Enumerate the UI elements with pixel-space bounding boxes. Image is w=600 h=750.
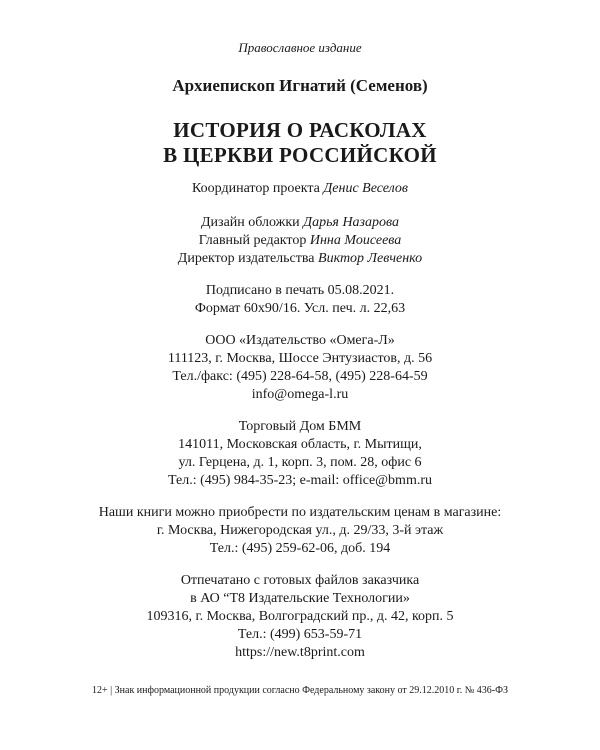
cover-design-name: Дарья Назарова xyxy=(303,215,399,230)
trade-house-address-1: 141011, Московская область, г. Мытищи, xyxy=(178,437,422,452)
book-title-line-2: В ЦЕРКВИ РОССИЙСКОЙ xyxy=(163,143,437,167)
trade-house-contact: Тел.: (495) 984-35-23; e-mail: office@bmm.ru xyxy=(167,473,433,488)
director-name: Виктор Левченко xyxy=(318,251,423,266)
cover-design-credit xyxy=(0,215,600,231)
publisher-email: info@omega-l.ru xyxy=(251,387,349,402)
store-info-line-2: г. Москва, Нижегородская ул., д. 29/33, 3-й этаж xyxy=(156,523,444,538)
printer-website: https://new.t8print.com xyxy=(235,645,365,660)
cover-design-label: Дизайн обложки xyxy=(201,215,300,230)
book-title-line-1: ИСТОРИЯ О РАСКОЛАХ xyxy=(173,118,427,142)
coordinator-label: Координатор проекта xyxy=(192,181,320,196)
director-label: Директор издательства xyxy=(177,251,315,266)
chief-editor-label: Главный редактор xyxy=(198,233,307,248)
author-name: Архиепископ Игнатий (Семенов) xyxy=(172,76,428,95)
printer-info-line-3: 109316, г. Москва, Волгоградский пр., д. 42, корп. 5 xyxy=(146,609,454,624)
publisher-address: 111123, г. Москва, Шоссе Энтузиастов, д. 56 xyxy=(167,351,433,366)
age-rating-footer: 12+ | Знак информационной продукции согласно Федеральному закону от 29.12.2010 г. № 436-ФЗ xyxy=(92,685,508,696)
print-format: Формат 60x90/16. Усл. печ. л. 22,63 xyxy=(194,301,406,316)
printer-info-line-2: в АО “Т8 Издательские Технологии» xyxy=(190,591,410,606)
trade-house-address-2: ул. Герцена, д. 1, корп. 3, пом. 28, офис 6 xyxy=(178,455,422,470)
edition-label: Православное издание xyxy=(238,40,362,55)
store-info-line-3: Тел.: (495) 259-62-06, доб. 194 xyxy=(209,541,391,556)
coordinator-credit xyxy=(0,181,600,197)
publisher-name: ООО «Издательство «Омега-Л» xyxy=(205,333,395,348)
printer-info-line-4: Тел.: (499) 653-59-71 xyxy=(237,627,363,642)
signed-to-print: Подписано в печать 05.08.2021. xyxy=(205,283,395,298)
store-info-line-1: Наши книги можно приобрести по издательским ценам в магазине: xyxy=(98,505,502,520)
printer-info-line-1: Отпечатано с готовых файлов заказчика xyxy=(180,573,420,588)
chief-editor-credit xyxy=(0,233,600,249)
trade-house-name: Торговый Дом БММ xyxy=(238,419,362,434)
publisher-phone: Тел./факс: (495) 228-64-58, (495) 228-64-59 xyxy=(172,369,428,384)
coordinator-name: Денис Веселов xyxy=(323,181,408,196)
director-credit xyxy=(0,251,600,267)
chief-editor-name: Инна Моисеева xyxy=(309,233,402,248)
